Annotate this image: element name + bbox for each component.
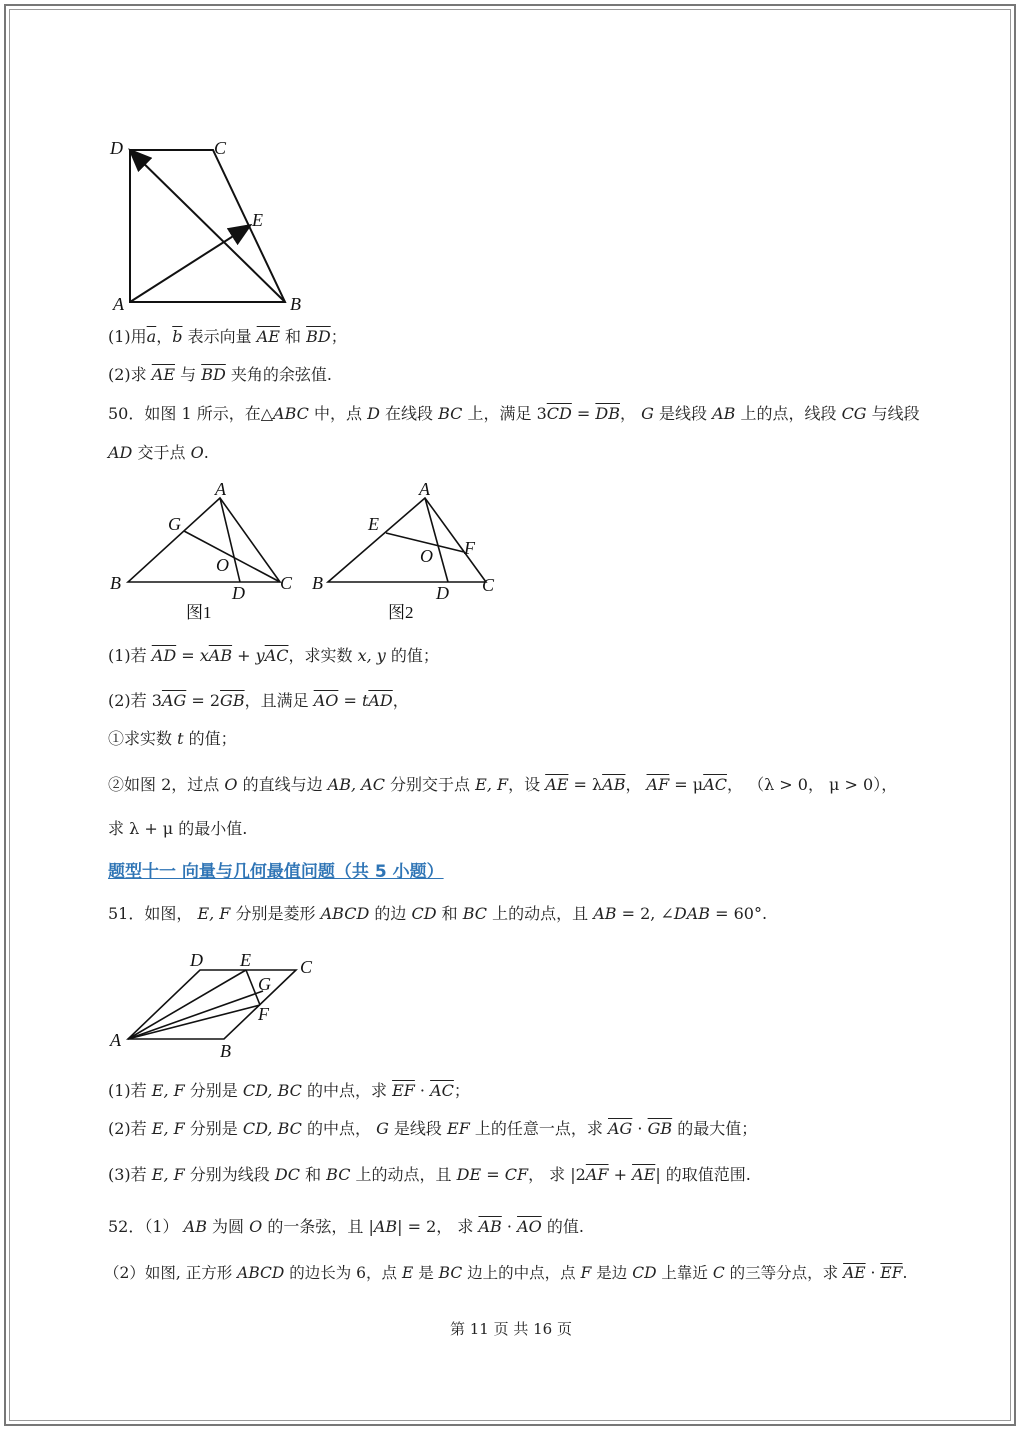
fig51-label-C: C (300, 957, 313, 977)
label-D: D (110, 138, 123, 158)
section-heading: 题型十一 向量与几何最值问题（共 5 小题） (108, 862, 444, 882)
q51-part3: (3)若 E, F 分别为线段 DC 和 BC 上的动点，且 DE = CF， 求 $|2\overline{AF} + \overline{AE}|$ 的取值范围. (108, 1165, 751, 1184)
fig1-label-B: B (110, 573, 121, 593)
q50-part2-sub2: ②如图 2，过点 O 的直线与边 AB, AC 分别交于点 E, F，设 $\overline{AE} = \lambda\overline{AB}$， $\overline{AF} = \mu\overline{AC}$， （λ > 0， μ > 0）， (108, 775, 898, 794)
q50-part2-sub1: ①求实数 t 的值； (108, 729, 237, 748)
q52-part1: 52．（1） AB 为圆 O 的一条弦，且 |AB| = 2， 求 $\overline{AB} \cdot \overline{AO}$ 的值. (108, 1217, 584, 1236)
figure-2-triangle (308, 478, 508, 628)
q51-part1: (1)若 E, F 分别是 CD, BC 的中点，求 $\overline{EF} \cdot \overline{AC}$； (108, 1081, 470, 1100)
fig2-label-A: A (419, 479, 430, 499)
fig1-caption: 图1 (186, 603, 212, 622)
fig2-label-D: D (436, 583, 449, 603)
page-footer: 第 11 页 共 16 页 (449, 1320, 572, 1338)
figure-rhombus-abcd (100, 945, 330, 1065)
fig51-label-E: E (240, 950, 251, 970)
fig51-label-D: D (190, 950, 203, 970)
fig2-label-F: F (464, 538, 475, 558)
fig51-label-F: F (258, 1004, 269, 1024)
figure-quadrilateral-abcd (100, 130, 330, 320)
fig2-label-E: E (368, 514, 379, 534)
fig1-label-A: A (215, 479, 226, 499)
q50-part2-sub2-cont: 求 λ + μ 的最小值. (108, 819, 248, 838)
q50-stem-line1: 50．如图 1 所示，在△ABC 中，点 D 在线段 BC 上，满足 $3\overline{CD} = \overline{DB}$， G 是线段 AB 上的点，线段 CG 与线段 (108, 404, 920, 423)
fig51-label-A: A (110, 1030, 121, 1050)
q51-part2: (2)若 E, F 分别是 CD, BC 的中点， G 是线段 EF 上的任意一点，求 $\overline{AG} \cdot \overline{GB}$ 的最大值； (108, 1119, 758, 1138)
q50-part1: (1)若 $\overline{AD} = x\overline{AB} + y\overline{AC}$，求实数 x, y 的值； (108, 646, 439, 665)
fig1-label-O: O (216, 555, 229, 575)
q50-part2: (2)若 $3\overline{AG} = 2\overline{GB}$，且满足 $\overline{AO} = t\overline{AD}$， (108, 691, 409, 710)
label-E: E (252, 210, 263, 230)
fig1-label-C: C (280, 573, 293, 593)
q51-stem: 51．如图， E, F 分别是菱形 ABCD 的边 CD 和 BC 上的动点，且 AB = 2, ∠DAB = 60°. (108, 904, 768, 923)
label-B: B (290, 294, 301, 314)
fig2-label-C: C (482, 575, 495, 595)
label-C: C (214, 138, 227, 158)
fig51-label-G: G (258, 974, 271, 994)
q50-stem-line2: AD 交于点 O. (108, 443, 209, 462)
label-A: A (113, 294, 124, 314)
q52-part2: （2）如图, 正方形 ABCD 的边长为 6，点 E 是 BC 边上的中点，点 F 是边 CD 上靠近 C 的三等分点，求 $\overline{AE} \cdot \overline{EF}$. (104, 1264, 908, 1282)
fig2-label-B: B (312, 573, 323, 593)
fig51-label-B: B (220, 1041, 231, 1061)
fig2-label-O: O (420, 546, 433, 566)
fig1-label-G: G (168, 514, 181, 534)
fig2-caption: 图2 (388, 603, 414, 622)
q49-part2: (2)求 $\overline{AE}$ 与 $\overline{BD}$ 夹角的余弦值. (108, 365, 332, 384)
fig1-label-D: D (232, 583, 245, 603)
figure-1-triangle (108, 478, 308, 628)
q49-part1: (1)用$\overline{a}$，$\overline{b}$ 表示向量 $\overline{AE}$ 和 $\overline{BD}$； (108, 327, 347, 346)
